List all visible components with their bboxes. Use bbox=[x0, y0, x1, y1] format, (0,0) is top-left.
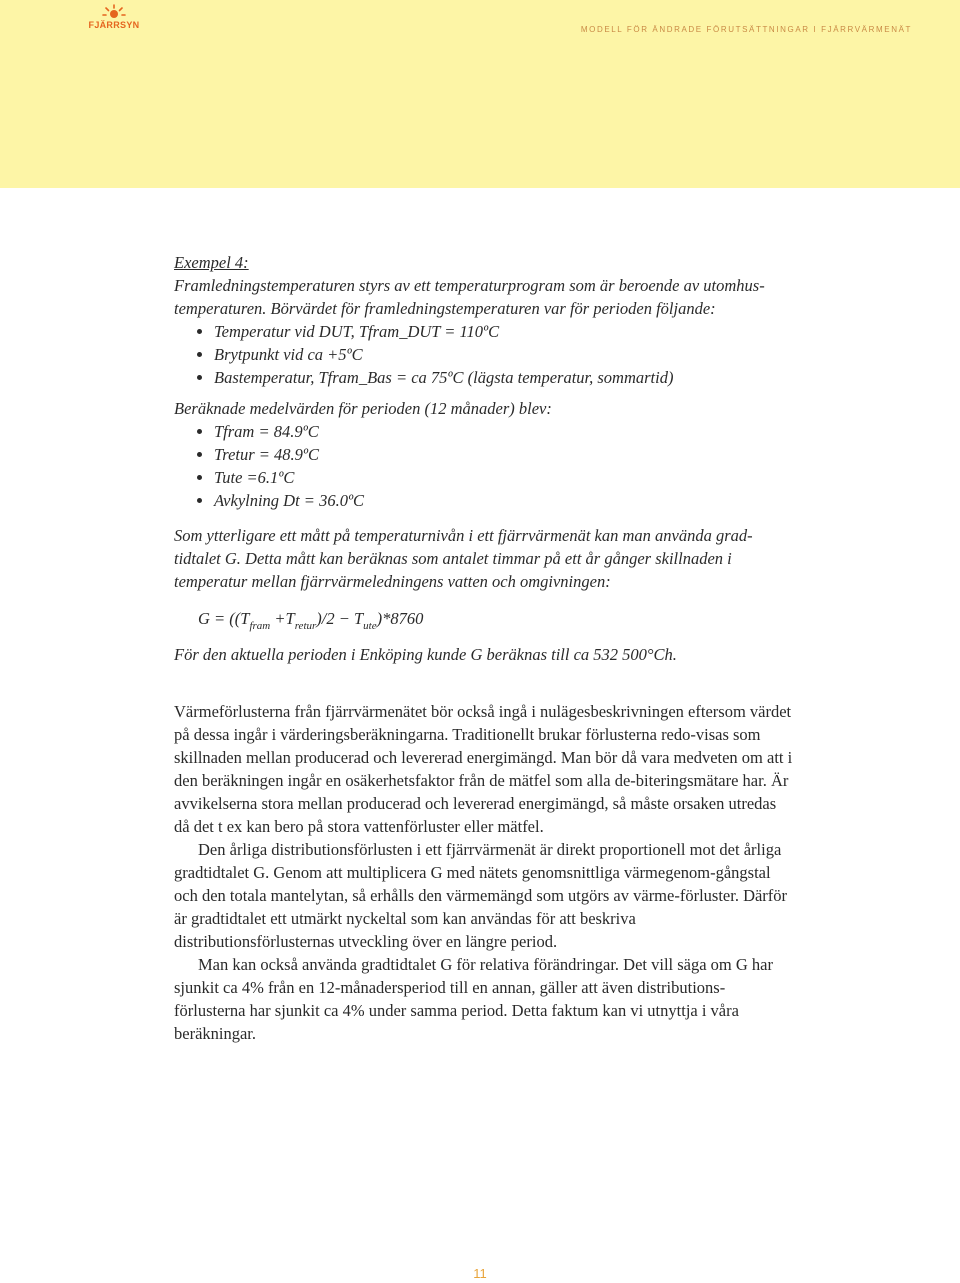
formula-subscript: ute bbox=[363, 620, 377, 632]
list-item: Temperatur vid DUT, Tfram_DUT = 110ºC bbox=[174, 320, 794, 343]
list-item: Tfram = 84.9ºC bbox=[174, 420, 794, 443]
formula-subscript: retur bbox=[294, 620, 317, 632]
logo-text: FJÄRRSYN bbox=[88, 20, 140, 30]
running-head: MODELL FÖR ÄNDRADE FÖRUTSÄTTNINGAR I FJÄRRVÄRMENÄT bbox=[580, 25, 912, 34]
formula-part: +T bbox=[270, 609, 295, 628]
formula-part: )/2 − T bbox=[316, 609, 364, 628]
result-text: För den aktuella perioden i Enköping kunde G beräknas till ca 532 500°Ch. bbox=[174, 645, 677, 664]
formula-part: G = ((T bbox=[198, 609, 250, 628]
example-intro: Framledningstemperaturen styrs av ett temperaturprogram som är beroende av utomhus-temperaturen. Börvärdet för framledningstemperaturen var för perioden följande: bbox=[174, 276, 765, 318]
list-item: Bastemperatur, Tfram_Bas = ca 75ºC (lägsta temperatur, sommartid) bbox=[174, 366, 794, 389]
formula-subscript: fram bbox=[249, 620, 271, 632]
degree-days-text: Som ytterligare ett mått på temperaturnivån i ett fjärrvärmenät kan man använda grad-tidtalet G. Detta mått kan beräknas som antalet timmar på ett år gånger skillnaden i temperatur mellan fjärrvärmeledningens vatten och omgivningen: bbox=[174, 526, 753, 591]
calc-intro: Beräknade medelvärden för perioden (12 månader) blev: bbox=[174, 399, 552, 418]
page-content bbox=[174, 251, 794, 1045]
list-item: Tute =6.1ºC bbox=[174, 466, 794, 489]
example-heading: Exempel 4: bbox=[174, 253, 249, 272]
results-list bbox=[174, 420, 794, 512]
body-paragraph: Värmeförlusterna från fjärrvärmenätet bör också ingå i nulägesbeskrivningen eftersom värdet på dessa ingår i värderingsberäkningarna. Traditionellt brukar förlusterna redo-visas som skillnaden mellan producerad och levererad energimängd. Man bör då vara medveten om att i den beräkningen ingår en osäkerhetsfaktor från de mätfel som alla de-biteringsmätare har. Är avvikelserna stora mellan producerad och levererad energimängd, så måste orsaken utredas då det t ex kan bero på stora vattenförluster eller mätfel. bbox=[174, 702, 793, 836]
fjarrsyn-logo bbox=[86, 4, 142, 34]
header-band bbox=[0, 0, 960, 188]
page-number: 11 bbox=[473, 1266, 487, 1281]
formula-part: )*8760 bbox=[376, 609, 424, 628]
setpoint-list bbox=[174, 320, 794, 389]
body-paragraph: Den årliga distributionsförlusten i ett fjärrvärmenät är direkt proportionell mot det årliga gradtidtalet G. Genom att multiplicera G med nätets genomsnittliga värmegenom-gångstal och den totala mantelytan, så erhålls den värmemängd som utgörs av värme-förluster. Därför är gradtidtalet ett utmärkt nyckeltal som kan användas för att beskriva distributionsförlusternas utveckling över en längre period. bbox=[174, 840, 788, 951]
list-item: Avkylning Dt = 36.0ºC bbox=[174, 489, 794, 512]
body-paragraph: Man kan också använda gradtidtalet G för relativa förändringar. Det vill säga om G har sjunkit ca 4% från en 12-månadersperiod till en annan, gäller att även distributions-förlusterna har sjunkit ca 4% under samma period. Detta faktum kan vi utnyttja i våra beräkningar. bbox=[174, 955, 774, 1043]
list-item: Tretur = 48.9ºC bbox=[174, 443, 794, 466]
sun-icon bbox=[102, 4, 126, 20]
degree-days-formula bbox=[174, 607, 794, 635]
list-item: Brytpunkt vid ca +5ºC bbox=[174, 343, 794, 366]
